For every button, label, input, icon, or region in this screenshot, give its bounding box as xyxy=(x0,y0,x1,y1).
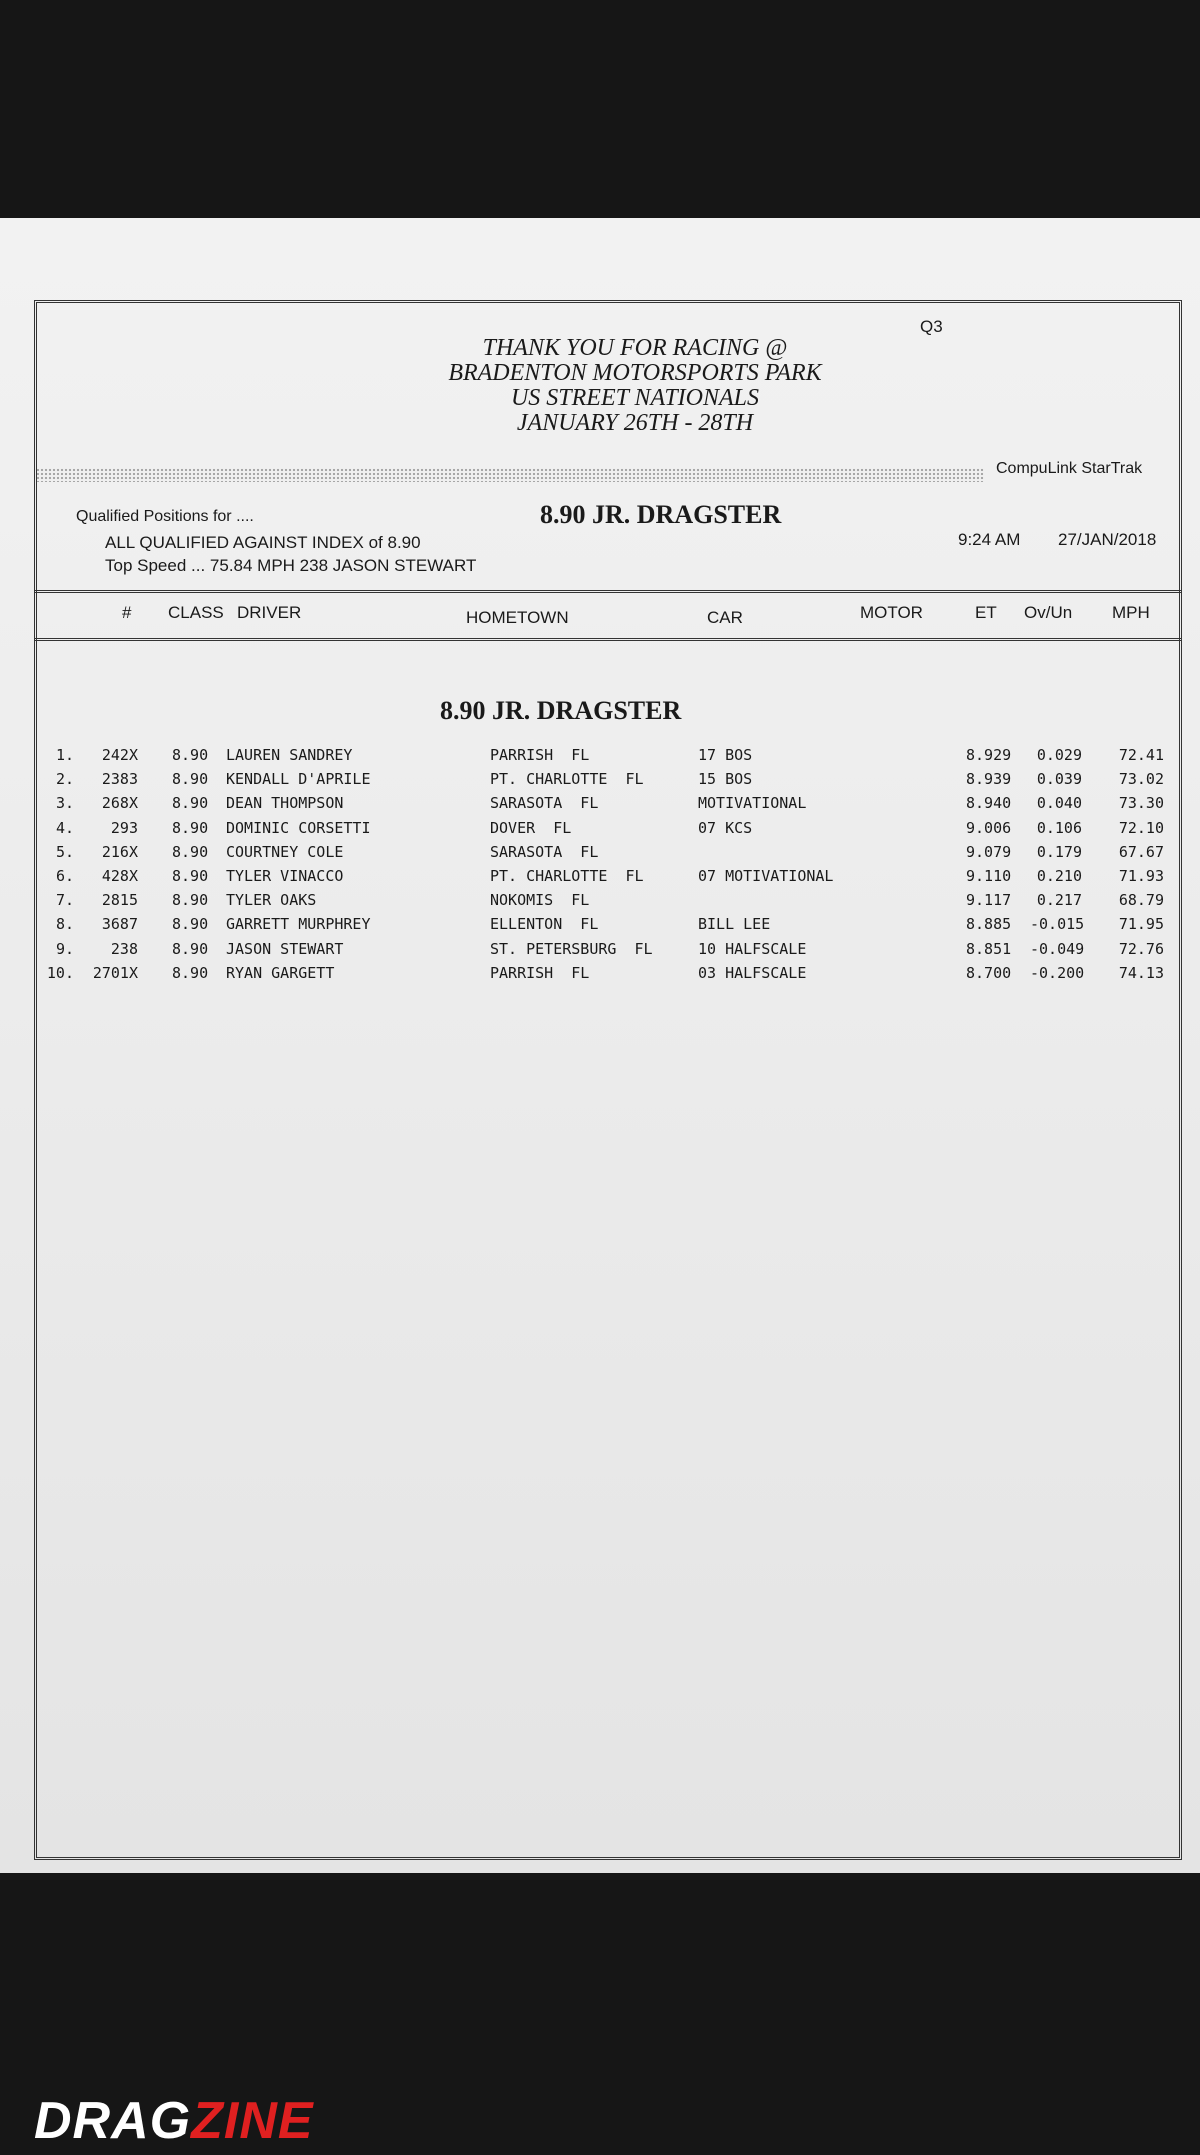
et-cell: 9.110 xyxy=(966,866,1012,885)
col-hometown-header: HOMETOWN xyxy=(466,608,569,627)
position-cell: 9. xyxy=(55,939,74,958)
section-title: 8.90 JR. DRAGSTER xyxy=(440,696,682,725)
class-cell: 8.90 xyxy=(172,746,209,764)
mph-cell: 68.79 xyxy=(1118,891,1164,910)
hometown-cell: NOKOMIS FL xyxy=(490,891,590,910)
hometown-cell: PT. CHARLOTTE FL xyxy=(490,866,644,885)
class-cell: 8.90 xyxy=(172,866,209,885)
mph-cell: 72.10 xyxy=(1118,818,1164,837)
table-row xyxy=(0,843,1200,867)
position-cell: 3. xyxy=(55,794,74,813)
class-cell: 8.90 xyxy=(172,939,209,958)
table-row xyxy=(0,940,1200,964)
hometown-cell: SARASOTA FL xyxy=(490,794,599,813)
hometown-cell: SARASOTA FL xyxy=(490,842,599,861)
top-speed-line: Top Speed ... 75.84 MPH 238 JASON STEWART xyxy=(105,556,477,575)
column-header-divider xyxy=(34,638,1182,641)
car-number-cell: 2383 xyxy=(101,770,138,789)
logo-part-drag: DRAG xyxy=(34,2092,192,2150)
class-title: 8.90 JR. DRAGSTER xyxy=(540,500,782,529)
car-number-cell: 238 xyxy=(110,939,138,958)
car-cell: 07 KCS xyxy=(698,818,753,837)
ovun-cell: 0.039 xyxy=(1036,770,1082,789)
table-row xyxy=(0,915,1200,939)
corner-label: Q3 xyxy=(920,317,943,336)
et-cell: 8.929 xyxy=(966,746,1012,764)
banner-line: US STREET NATIONALS xyxy=(510,385,760,411)
ovun-cell: 0.040 xyxy=(1036,794,1082,813)
class-cell: 8.90 xyxy=(172,963,209,982)
software-brand: CompuLink StarTrak xyxy=(996,460,1143,477)
et-cell: 8.700 xyxy=(966,963,1012,982)
driver-cell: COURTNEY COLE xyxy=(226,842,344,861)
et-cell: 8.885 xyxy=(966,915,1012,934)
mph-cell: 73.30 xyxy=(1118,794,1164,813)
event-banner xyxy=(300,336,970,436)
car-cell: 07 MOTIVATIONAL xyxy=(698,866,834,885)
car-number-cell: 3687 xyxy=(101,915,138,934)
car-number-cell: 2701X xyxy=(92,963,138,982)
col-et-header: ET xyxy=(975,603,997,622)
car-cell: 17 BOS xyxy=(698,746,753,764)
table-row xyxy=(0,867,1200,891)
table-row xyxy=(0,770,1200,794)
et-cell: 8.939 xyxy=(966,770,1012,789)
position-cell: 7. xyxy=(55,891,74,910)
car-number-cell: 428X xyxy=(101,866,138,885)
mph-cell: 71.93 xyxy=(1118,866,1164,885)
ovun-cell: 0.179 xyxy=(1036,842,1082,861)
col-motor-header: MOTOR xyxy=(860,603,923,622)
driver-cell: JASON STEWART xyxy=(226,939,344,958)
car-number-cell: 268X xyxy=(101,794,138,813)
dotted-rule xyxy=(36,468,984,482)
driver-cell: TYLER OAKS xyxy=(226,891,317,910)
ovun-cell: 0.217 xyxy=(1036,891,1082,910)
car-cell: 15 BOS xyxy=(698,770,753,789)
position-cell: 8. xyxy=(55,915,74,934)
banner-line: BRADENTON MOTORSPORTS PARK xyxy=(448,360,822,386)
results-table xyxy=(0,746,1200,988)
col-num-header: # xyxy=(122,603,132,622)
col-ovun-header: Ov/Un xyxy=(1024,603,1073,622)
header-divider xyxy=(34,590,1182,593)
driver-cell: RYAN GARGETT xyxy=(226,963,335,982)
et-cell: 8.851 xyxy=(966,939,1012,958)
position-cell: 2. xyxy=(55,770,74,789)
car-number-cell: 216X xyxy=(101,842,138,861)
position-cell: 4. xyxy=(55,818,74,837)
position-cell: 6. xyxy=(55,866,74,885)
class-cell: 8.90 xyxy=(172,915,209,934)
ovun-cell: 0.029 xyxy=(1036,746,1082,764)
driver-cell: DEAN THOMPSON xyxy=(226,794,344,813)
table-row xyxy=(0,891,1200,915)
hometown-cell: PARRISH FL xyxy=(490,963,590,982)
hometown-cell: DOVER FL xyxy=(490,818,572,837)
mph-cell: 72.41 xyxy=(1118,746,1164,764)
class-cell: 8.90 xyxy=(172,842,209,861)
car-number-cell: 242X xyxy=(101,746,138,764)
et-cell: 8.940 xyxy=(966,794,1012,813)
table-row xyxy=(0,794,1200,818)
dragzine-logo xyxy=(34,2092,314,2155)
banner-line: THANK YOU FOR RACING @ xyxy=(482,335,788,361)
et-cell: 9.117 xyxy=(966,891,1012,910)
car-number-cell: 293 xyxy=(110,818,138,837)
hometown-cell: ELLENTON FL xyxy=(490,915,599,934)
driver-cell: GARRETT MURPHREY xyxy=(226,915,371,934)
qualified-for-label: Qualified Positions for .... xyxy=(76,508,254,525)
car-cell: BILL LEE xyxy=(698,915,771,934)
col-mph-header: MPH xyxy=(1112,603,1150,622)
et-cell: 9.006 xyxy=(966,818,1012,837)
ovun-cell: -0.200 xyxy=(1030,963,1085,982)
hometown-cell: ST. PETERSBURG FL xyxy=(490,939,653,958)
mph-cell: 71.95 xyxy=(1118,915,1164,934)
mph-cell: 73.02 xyxy=(1118,770,1164,789)
print-time: 9:24 AM xyxy=(958,530,1021,549)
logo-part-zine: ZINE xyxy=(191,2092,314,2150)
position-cell: 10. xyxy=(46,963,74,982)
banner-line: JANUARY 26TH - 28TH xyxy=(516,410,754,436)
car-number-cell: 2815 xyxy=(101,891,138,910)
driver-cell: KENDALL D'APRILE xyxy=(226,770,371,789)
table-row xyxy=(0,819,1200,843)
class-cell: 8.90 xyxy=(172,818,209,837)
hometown-cell: PARRISH FL xyxy=(490,746,590,764)
table-row xyxy=(0,964,1200,988)
car-cell: MOTIVATIONAL xyxy=(698,794,807,813)
position-cell: 1. xyxy=(55,746,74,764)
col-class-header: CLASS xyxy=(168,603,224,622)
col-driver-header: DRIVER xyxy=(237,603,302,622)
ovun-cell: 0.106 xyxy=(1036,818,1082,837)
et-cell: 9.079 xyxy=(966,842,1012,861)
hometown-cell: PT. CHARLOTTE FL xyxy=(490,770,644,789)
ovun-cell: -0.049 xyxy=(1030,939,1085,958)
ovun-cell: 0.210 xyxy=(1036,866,1082,885)
driver-cell: DOMINIC CORSETTI xyxy=(226,818,371,837)
col-car-header: CAR xyxy=(707,608,743,627)
class-cell: 8.90 xyxy=(172,770,209,789)
ovun-cell: -0.015 xyxy=(1030,915,1085,934)
class-cell: 8.90 xyxy=(172,891,209,910)
driver-cell: LAUREN SANDREY xyxy=(226,746,353,764)
position-cell: 5. xyxy=(55,842,74,861)
index-line: ALL QUALIFIED AGAINST INDEX of 8.90 xyxy=(105,533,421,552)
car-cell: 03 HALFSCALE xyxy=(698,963,807,982)
print-date: 27/JAN/2018 xyxy=(1058,530,1157,549)
table-row xyxy=(0,746,1200,770)
driver-cell: TYLER VINACCO xyxy=(226,866,344,885)
car-cell: 10 HALFSCALE xyxy=(698,939,807,958)
mph-cell: 72.76 xyxy=(1118,939,1164,958)
results-sheet xyxy=(0,218,1200,1873)
class-cell: 8.90 xyxy=(172,794,209,813)
mph-cell: 74.13 xyxy=(1118,963,1164,982)
mph-cell: 67.67 xyxy=(1118,842,1164,861)
